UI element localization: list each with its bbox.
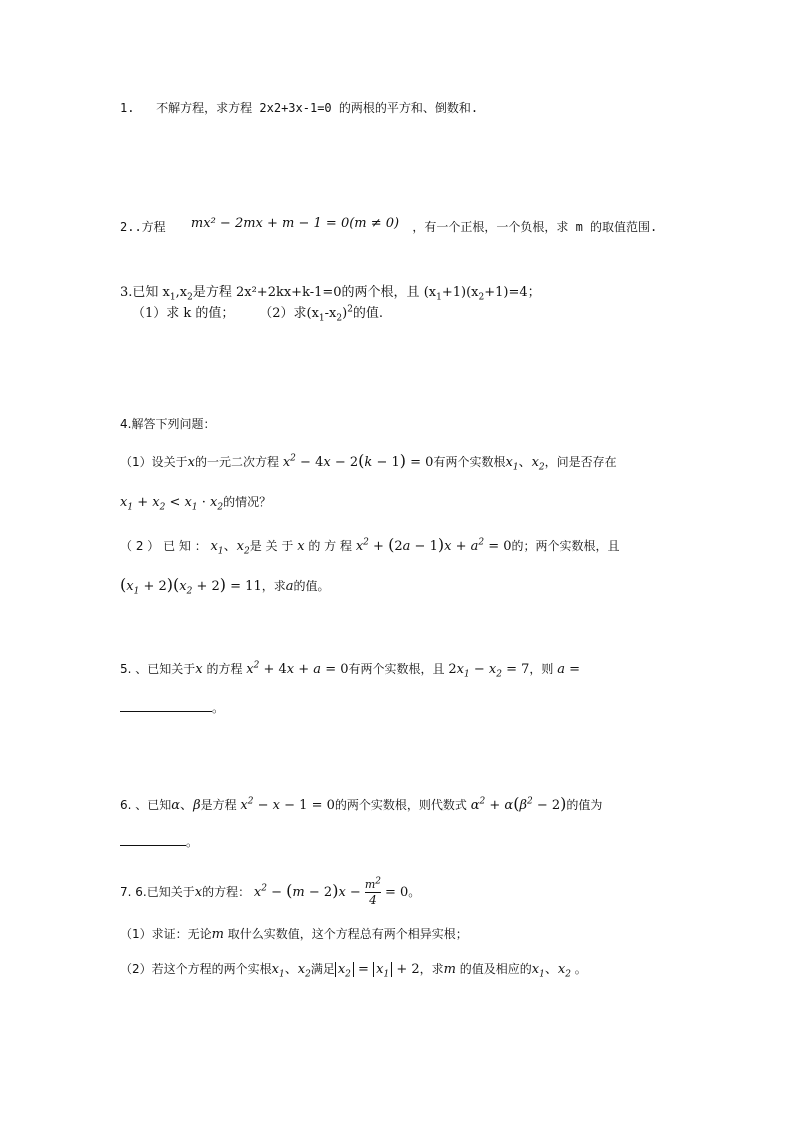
q7-var-x: x <box>194 885 203 900</box>
q3-text-c: 的两个根，且 <box>341 285 420 300</box>
q7-equation: $x^2 - (m - 2)x$ − $\frac{m^2}{4}$ = 0 <box>253 876 409 907</box>
q4-p1-a: （1）设关于 <box>120 455 188 469</box>
q5-equation: $x^2 + 4x + a = 0$ <box>246 660 349 677</box>
question-5-line-2 <box>120 699 224 717</box>
question-7-part-1 <box>120 925 468 944</box>
q7-title-b: 的方程： <box>202 885 251 899</box>
q2-equation: mx² − 2mx + m − 1 = 0(m ≠ 0) <box>190 216 400 231</box>
q3-roots: $x_1,x_2$ <box>162 285 193 303</box>
q3-equation: 2x²+2kx+k-1=0 <box>235 285 342 300</box>
q5-end: 。 <box>212 701 225 715</box>
q4-p2-roots: $x_1$、$x_2$ <box>210 539 250 557</box>
q4-p2-a: （ 2 ） 已 知 ： <box>120 539 207 553</box>
question-3-line-2 <box>132 305 383 323</box>
q1-number: 1. <box>120 101 135 115</box>
q6-text-a: 6. 、已知 <box>120 798 172 812</box>
q7-p1-b: 取什么实数值，这个方程总有两个相异实根； <box>227 927 468 941</box>
q4-p1-roots: $x_1$、$x_2$ <box>505 455 545 473</box>
q1-text-b: 的两根的平方和、倒数和. <box>338 101 479 115</box>
q6-expression: $\alpha^2 + \alpha(\beta^2 - 2)$ <box>470 794 567 813</box>
q7-p2-var-m: m <box>443 962 456 977</box>
q5-var-a: a = <box>557 662 581 677</box>
q5-answer-blank[interactable] <box>120 699 212 712</box>
q4-p2-b: 是 关 于 <box>249 539 294 553</box>
question-2 <box>120 218 657 237</box>
q1-text-a: 不解方程，求方程 <box>156 101 253 115</box>
question-4-part-1-line-2 <box>120 493 271 512</box>
q7-p2-e: 。 <box>574 962 587 976</box>
q4-p1-b: 的一元二次方程 <box>194 455 279 469</box>
q7-title-end: 。 <box>408 885 421 899</box>
question-6-line-2 <box>120 833 198 851</box>
question-7-part-2 <box>120 960 587 979</box>
q4-p2-equation: $x^2 + (2a - 1)x + a^2 = 0$ <box>355 535 512 554</box>
q3-sub-1: （1）求 k 的值； <box>132 306 235 321</box>
question-3-line-1 <box>120 284 541 302</box>
q4-p1-e: 的情况？ <box>223 495 272 509</box>
q4-p1-c: 有两个实数根 <box>433 455 506 469</box>
q7-p2-result-roots: $x_1$、$x_2$ <box>531 962 571 980</box>
q2-text: ，有一个正根，一个负根，求 m 的取值范围. <box>412 220 658 234</box>
q4-var-x: x <box>187 455 195 470</box>
q4-p1-equation: $x^2 - 4x - 2(k - 1) = 0$ <box>282 451 434 470</box>
q3-text-b: 是方程 <box>192 285 232 300</box>
q4-p2-e: ，求 <box>261 579 286 593</box>
q7-title-a: 7. 6.已知关于 <box>120 885 195 899</box>
q2-number: 2..方程 <box>120 220 166 234</box>
question-1 <box>120 99 478 117</box>
q5-text-c: 有两个实数根，且 <box>348 662 445 676</box>
q4-title: 4.解答下列问题： <box>120 417 216 431</box>
question-4-title <box>120 415 215 433</box>
q1-equation: 2x2+3x-1=0 <box>259 101 332 115</box>
q7-p2-d: 的值及相应的 <box>459 962 532 976</box>
question-6-line-1 <box>120 795 602 815</box>
q5-text-a: 5. 、已知关于 <box>120 662 196 676</box>
q4-p1-d: ，问是否存在 <box>544 455 617 469</box>
q5-text-d: ，则 <box>529 662 554 676</box>
q6-answer-blank[interactable] <box>120 833 186 846</box>
q7-p2-c: ，求 <box>419 962 444 976</box>
q7-p2-roots: $x_1$、$x_2$ <box>271 962 311 980</box>
q5-text-b: 的方程 <box>206 662 243 676</box>
q6-alpha-beta: α、β <box>171 798 201 813</box>
q7-p1-a: （1）求证：无论 <box>120 927 212 941</box>
question-7-title <box>120 878 420 907</box>
q4-p2-var-a: a <box>285 579 294 594</box>
q4-p2-c: 的 方 程 <box>308 539 352 553</box>
q5-condition: $2x_1 - x_2 = 7$ <box>448 662 530 680</box>
q7-p2-a: （2）若这个方程的两个实根 <box>120 962 272 976</box>
q4-p2-d: 的；两个实数根，且 <box>511 539 620 553</box>
q3-sub-2-b: 的值. <box>352 306 384 321</box>
q4-p1-inequality: $x_1 + x_2 < x_1 \cdot x_2$ <box>120 495 224 513</box>
question-4-part-1-line-1 <box>120 452 617 472</box>
q7-fraction: $\frac{m^2}{4}$ <box>364 876 381 907</box>
q3-text-a: 3.已知 <box>120 285 159 300</box>
q3-sub-2-expr: $(x_1-x_2)^2$ <box>306 304 353 324</box>
q3-condition: $(x_1+1)(x_2+1)$ <box>423 285 509 303</box>
q6-text-b: 是方程 <box>200 798 237 812</box>
q6-equation: $x^2 - x - 1 = 0$ <box>240 796 335 813</box>
q6-text-d: 的值为 <box>566 798 603 812</box>
question-4-part-2-line-1 <box>120 536 620 556</box>
q6-end: 。 <box>186 835 199 849</box>
q4-p2-f: 的值。 <box>293 579 330 593</box>
q7-p2-b: 满足 <box>310 962 335 976</box>
q7-p2-condition: $x_2 = x_1 + 2$ <box>335 962 420 977</box>
q4-p2-var-x: x <box>297 539 305 554</box>
question-4-part-2-line-2 <box>120 576 330 596</box>
q3-condition-end: =4； <box>508 285 541 300</box>
q6-text-c: 的两个实数根，则代数式 <box>334 798 467 812</box>
q4-p2-condition: $(x_1 + 2)(x_2 + 2) = 11$ <box>120 575 262 597</box>
q7-p1-var-m: m <box>211 927 224 942</box>
q3-sub-2-a: （2）求 <box>259 306 307 321</box>
question-5-line-1 <box>120 660 580 679</box>
q5-var-x: x <box>195 662 203 677</box>
